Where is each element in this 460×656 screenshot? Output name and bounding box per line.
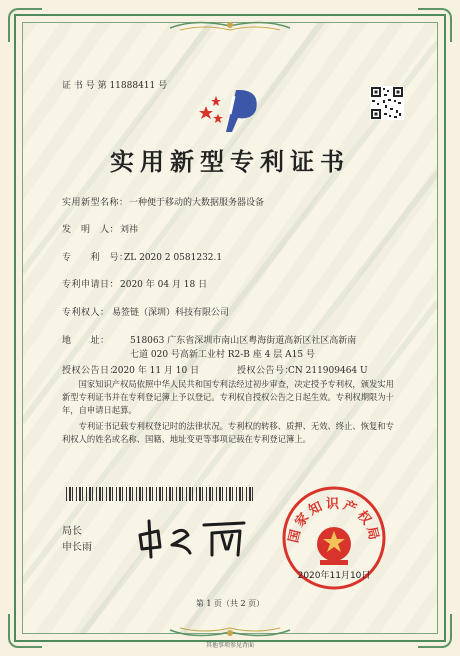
filing-date-label: 专利申请日：	[62, 280, 120, 290]
grant-date-label: 授权公告日：	[62, 366, 120, 376]
filing-date-value: 2020 年 04 月 18 日	[120, 280, 208, 290]
grant-number-value: CN 211909464 U	[288, 366, 368, 376]
address-label: 地 址：	[62, 336, 110, 346]
qr-code	[370, 86, 404, 120]
director-signature	[132, 515, 252, 561]
utility-name-label: 实用新型名称：	[62, 198, 129, 208]
utility-name-value: 一种便于移动的大数据服务器设备	[129, 198, 265, 208]
director-name: 申长雨	[62, 542, 92, 553]
official-seal	[280, 484, 388, 592]
address-line-1: 518063 广东省深圳市南山区粤海街道高新区社区高新南	[130, 336, 357, 346]
grant-date-value: 2020 年 11 月 10 日	[112, 366, 200, 376]
patentee-value: 易签链（深圳）科技有限公司	[112, 308, 230, 318]
certificate-title: 实用新型专利证书	[110, 147, 350, 176]
body-paragraph-1: 国家知识产权局依照中华人民共和国专利法经过初步审查，决定授予专利权，颁发实用新型专利证书并在专利登记簿上予以登记。专利权自授权公告之日起生效。专利权期限为十年，自申请日起算。	[62, 379, 394, 415]
inventor-label: 发 明 人：	[62, 225, 120, 235]
barcode	[66, 487, 256, 501]
body-paragraph-2: 专利证书记载专利权登记时的法律状况。专利权的转移、质押、无效、终止、恢复和专利权人的姓名或名称、国籍、地址变更等事项记载在专利登记簿上。	[62, 421, 394, 444]
address-line-2: 七道 020 号高新工业村 R2-B 座 4 层 A15 号	[130, 350, 315, 360]
cnipa-logo	[196, 84, 264, 134]
director-title: 局长	[62, 526, 82, 537]
seal-org-text: 国家知识产权局	[286, 497, 382, 545]
seal-date: 2020年11月10日	[297, 571, 371, 581]
certificate-number: 证 书 号 第 11888411 号	[62, 81, 168, 91]
footer-note: 其他事项参见背面	[205, 642, 254, 649]
patentee-label: 专利权人：	[62, 308, 110, 318]
patent-number-value: ZL 2020 2 0581232.1	[124, 253, 223, 263]
grant-number-label: 授权公告号：	[237, 366, 295, 376]
inventor-value: 刘祎	[120, 225, 139, 235]
patent-number-label: 专 利 号：	[62, 253, 129, 263]
page-number: 第 1 页（共 2 页）	[195, 599, 265, 608]
